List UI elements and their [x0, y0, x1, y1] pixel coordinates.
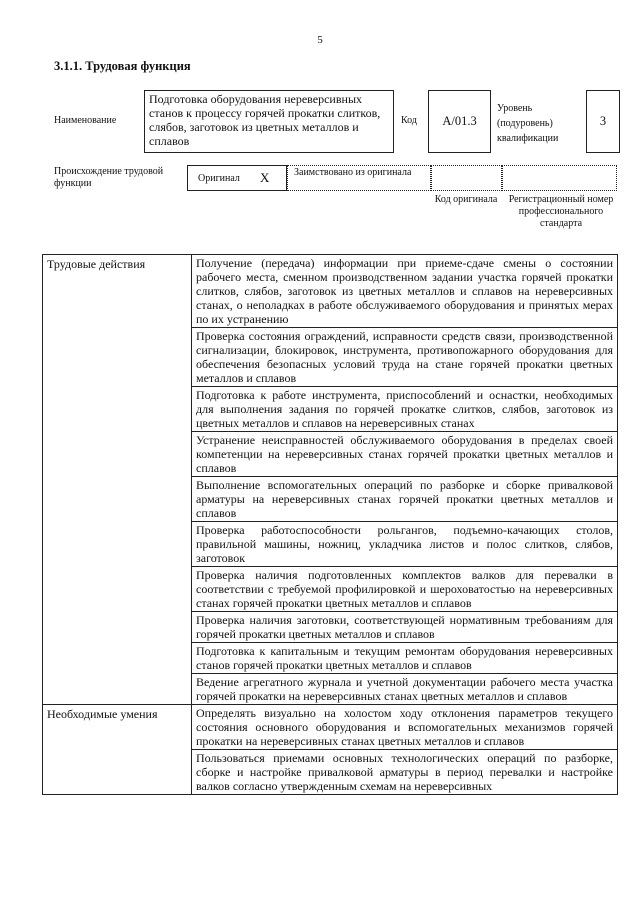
- reg-number-cell: [502, 165, 617, 191]
- labor-actions-header: Трудовые действия: [43, 255, 192, 705]
- level-value: 3: [599, 114, 607, 128]
- labor-action-item: Проверка работоспособности рольгангов, подъемно-качающих столов, правильной машины, ножниц, укладчика листов и полос слитков, слябов, заготовок: [192, 522, 618, 567]
- labor-action-item: Получение (передача) информации при приеме-сдаче смены о состоянии рабочего места, сменном производственном задании участка горячей прокатки слитков, слябов, заготовок из цветных металлов и сплавов на нереверсивных станах, о неполадках в работе обслуживаемого оборудования и принятых мерах по их устранению: [192, 255, 618, 328]
- code-box: [428, 90, 491, 153]
- main-table: [42, 254, 618, 795]
- code-original-cell: [431, 165, 502, 191]
- borrowed-label: Заимствовано из оригинала: [294, 167, 412, 178]
- page-number: 5: [317, 34, 323, 46]
- labor-action-item: Выполнение вспомогательных операций по разборке и сборке привалковой арматуры на нереверсивных станах горячей прокатки цветных металлов и сплавов: [192, 477, 618, 522]
- reg-number-label: Регистрационный номер профессионального стандарта: [508, 194, 614, 229]
- labor-action-item: Подготовка к работе инструмента, приспособлений и оснастки, необходимых для выполнения задания по горячей прокатке слитков, слябов, заготовок из цветных металлов и сплавов на нереверсивных станах: [192, 387, 618, 432]
- function-name-value: Подготовка оборудования нереверсивных станов к процессу горячей прокатки слитков, слябов, заготовок из цветных металлов и сплавов: [149, 92, 381, 148]
- level-box: [586, 90, 620, 153]
- function-name-box: [144, 90, 394, 153]
- name-label: Наименование: [54, 115, 117, 126]
- original-cell: [187, 165, 287, 191]
- labor-action-item: Подготовка к капитальным и текущим ремонтам оборудования нереверсивных станов горячей прокатки цветных металлов и сплавов: [192, 643, 618, 674]
- skill-item: Пользоваться приемами основных технологических операций по разборке, сборке и настройке привалковой арматуры в период перевалки и настройке валков согласно утвержденным схемам на нереверсивных: [192, 750, 618, 795]
- section-title: 3.1.1. Трудовая функция: [54, 59, 191, 73]
- code-original-label: Код оригинала: [434, 194, 498, 205]
- labor-action-item: Проверка наличия заготовки, соответствующей нормативным требованиям для горячей прокатки цветных металлов и сплавов: [192, 612, 618, 643]
- labor-action-item: Устранение неисправностей обслуживаемого оборудования в пределах своей компетенции на нереверсивных станах горячей прокатки цветных металлов и сплавов: [192, 432, 618, 477]
- code-value: A/01.3: [442, 114, 477, 128]
- original-label: Оригинал: [198, 173, 240, 184]
- labor-action-item: Проверка наличия подготовленных комплектов валков для перевалки в соответствии с требуемой профилировкой и шероховатостью на нереверсивных станах горячей прокатки цветных металлов и сплавов: [192, 567, 618, 612]
- origin-label: Происхождение трудовой функции: [54, 166, 164, 189]
- origin-row: [187, 165, 617, 191]
- labor-action-item: Ведение агрегатного журнала и учетной документации рабочего места участка горячей прокатки на нереверсивных станах цветных металлов и сплавов: [192, 674, 618, 705]
- code-label: Код: [401, 115, 417, 126]
- skill-item: Определять визуально на холостом ходу отклонения параметров текущего состояния основного оборудования и вспомогательных механизмов горячей прокатки на нереверсивных станах цветных металлов и сплавов: [192, 705, 618, 750]
- original-mark: X: [260, 170, 270, 185]
- level-label: Уровень (подуровень) квалификации: [497, 103, 559, 144]
- borrowed-cell: [287, 165, 431, 191]
- required-skills-header: Необходимые умения: [43, 705, 192, 795]
- labor-action-item: Проверка состояния ограждений, исправности средств связи, производственной сигнализации, блокировок, инструмента, противопожарного оборудования для обеспечения безопасных условий труда на стане горячей прокатки цветных металлов и сплавов: [192, 328, 618, 387]
